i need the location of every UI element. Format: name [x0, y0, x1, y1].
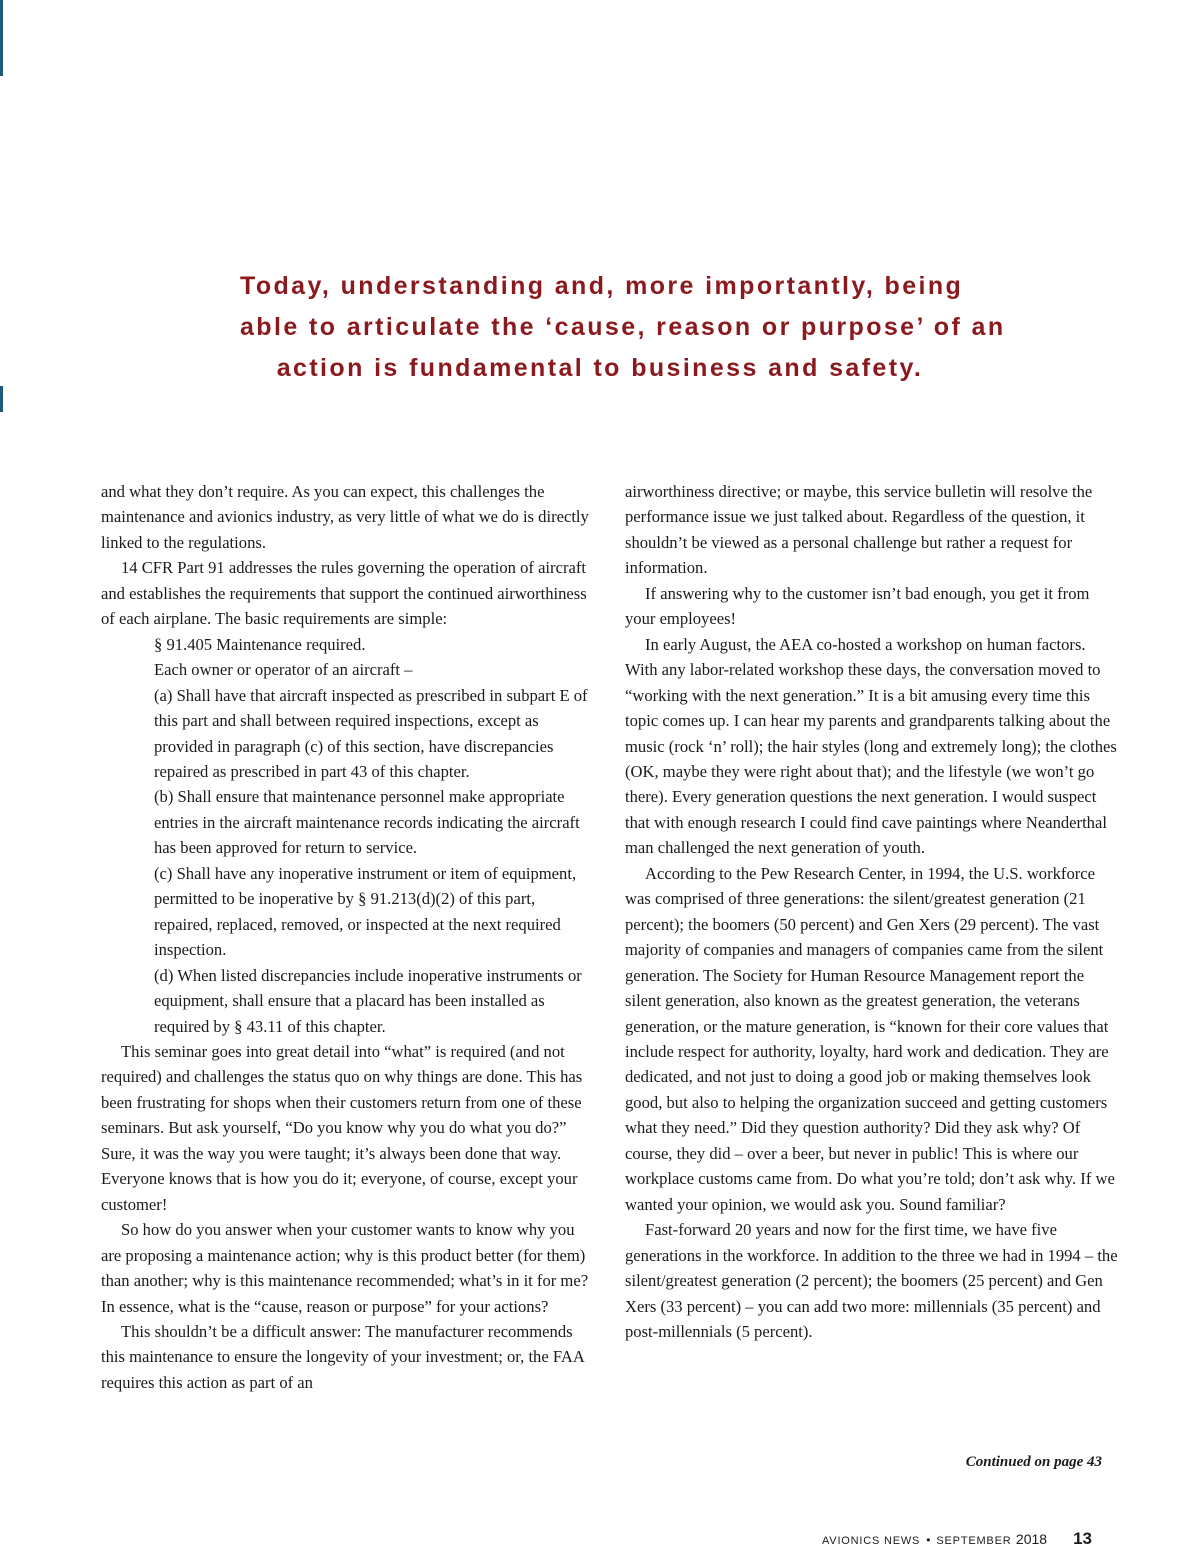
- regulation-quote: Each owner or operator of an aircraft –: [154, 660, 413, 680]
- footer-separator: •: [926, 1533, 931, 1547]
- article-column-right: [625, 479, 1119, 1344]
- paragraph: This seminar goes into great detail into “what” is required (and not required) and challenges the status quo on why things are done. This has been frustrating for shops when their customers return from one of these seminars. But ask yourself, “Do you know why you do what you do?” Sure, it was the way you were taught; it’s always been done that way. Everyone knows that is how you do it; everyone, of course, except your customer!: [101, 1041, 583, 1214]
- page-edge-marker-middle: [0, 386, 3, 412]
- page-number: 13: [1073, 1529, 1092, 1548]
- publication-name: AVIONICS NEWS: [821, 1535, 921, 1547]
- issue-month: SEPTEMBER: [936, 1535, 1012, 1547]
- continued-on-page-note: Continued on page 43: [965, 1454, 1102, 1470]
- paragraph: According to the Pew Research Center, in 1994, the U.S. workforce was comprised of three generations: the silent/greatest generation (21 percent); the boomers (50 percent) and Gen Xers (29 percent). The vast majority of companies and managers of companies came from the silent generation. The Society for Human Resource Management report the silent generation, also known as the greatest generation, the veterans generation, or the mature generation, is “known for their core values that include respect for authority, loyalty, hard work and dedication. They are dedicated, and not just to doing a good job or making themselves look good, but also to helping the organization succeed and getting customers what they need.” Did they question authority? Did they ask why? Of course, they did – over a beer, but never in public! This is where our workplace customs came from. Do what you’re told; don’t ask why. If we wanted your opinion, we would ask you. Sound familiar?: [625, 863, 1115, 1214]
- paragraph: This shouldn’t be a difficult answer: The manufacturer recommends this maintenance to ensure the longevity of your investment; or, the FAA requires this action as part of an: [101, 1321, 584, 1392]
- pull-quote-line: action is fundamental to business and safety.: [276, 354, 924, 382]
- paragraph: Fast-forward 20 years and now for the first time, we have five generations in the workforce. In addition to the three we had in 1994 – the silent/greatest generation (2 percent); the boomers (25 percent) and Gen Xers (33 percent) – you can add two more: millennials (35 percent) and post-millennials (5 percent).: [625, 1220, 1118, 1341]
- pull-quote: [240, 266, 1006, 389]
- pull-quote-line: Today, understanding and, more importantly, being: [240, 272, 964, 300]
- paragraph: airworthiness directive; or maybe, this service bulletin will resolve the performance issue we just talked about. Regardless of the question, it shouldn’t be viewed as a personal challenge but rather a request for information.: [625, 482, 1093, 578]
- paragraph: 14 CFR Part 91 addresses the rules governing the operation of aircraft and establishes the requirements that support the continued airworthiness of each airplane. The basic requirements are simple:: [101, 558, 587, 629]
- regulation-quote: (a) Shall have that aircraft inspected as prescribed in subpart E of this part and shall between required inspections, except as provided in paragraph (c) of this section, have discrepancies repaired as prescribed in part 43 of this chapter.: [154, 685, 588, 781]
- paragraph: So how do you answer when your customer wants to know why you are proposing a maintenance action; why is this product better (for them) than another; why is this maintenance recommended; what’s in it for me? In essence, what is the “cause, reason or purpose” for your actions?: [101, 1220, 589, 1316]
- regulation-quote: § 91.405 Maintenance required.: [154, 634, 366, 654]
- page-footer: [760, 1529, 1092, 1549]
- article-column-left: [101, 479, 589, 1395]
- regulation-quote: (d) When listed discrepancies include inoperative instruments or equipment, shall ensure that a placard has been installed as required by § 43.11 of this chapter.: [154, 965, 582, 1036]
- regulation-quote: (b) Shall ensure that maintenance personnel make appropriate entries in the aircraft maintenance records indicating the aircraft has been approved for return to service.: [154, 787, 580, 858]
- page-edge-marker-top: [0, 0, 3, 76]
- paragraph: and what they don’t require. As you can expect, this challenges the maintenance and avionics industry, as very little of what we do is directly linked to the regulations.: [101, 482, 589, 552]
- paragraph: In early August, the AEA co-hosted a workshop on human factors. With any labor-related workshop these days, the conversation moved to “working with the next generation.” It is a bit amusing every time this topic comes up. I can hear my parents and grandparents talking about the music (rock ‘n’ roll); the hair styles (long and extremely long); the clothes (OK, maybe they were right about that); and the lifestyle (we won’t go there). Every generation questions the next generation. I would suspect that with enough research I could find cave paintings where Neanderthal man challenged the next generation of youth.: [625, 634, 1117, 858]
- paragraph: If answering why to the customer isn’t bad enough, you get it from your employees!: [625, 583, 1090, 629]
- pull-quote-line: able to articulate the ‘cause, reason or purpose’ of an: [240, 313, 1006, 341]
- regulation-quote: (c) Shall have any inoperative instrument or item of equipment, permitted to be inoperative by § 91.213(d)(2) of this part, repaired, replaced, removed, or inspected at the next required inspection.: [154, 863, 577, 960]
- issue-year: 2018: [1015, 1531, 1048, 1547]
